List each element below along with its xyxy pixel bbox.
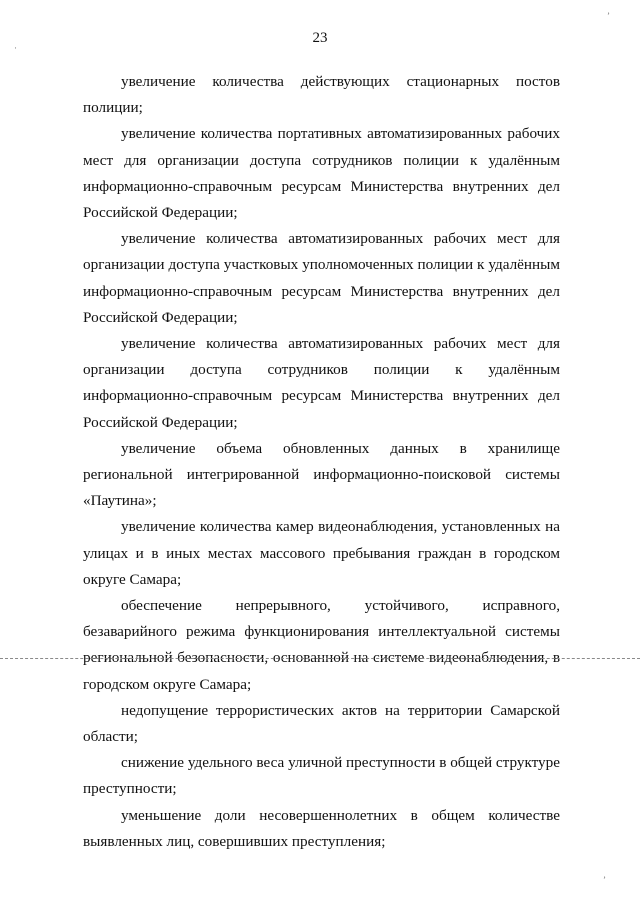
paragraph: увеличение количества автоматизированных рабочих мест для организации доступа сотрудников полиции к удалённым информационно-справочным ресурсам Министерства внутренних дел Российской Федерации; <box>83 335 560 431</box>
paragraph: увеличение количества портативных автоматизированных рабочих мест для организации доступа сотрудников полиции к удалённым информационно-справочным ресурсам Министерства внутренних дел Российской Федерации; <box>83 125 560 222</box>
scan-speck: ʼ <box>607 11 610 21</box>
paragraph: увеличение количества автоматизированных рабочих мест для организации доступа участковых уполномоченных полиции к удалённым информационно-справочным ресурсам Министерства внутренних дел Российской Федерации; <box>83 230 560 326</box>
document-body <box>83 69 560 855</box>
scan-speck: ʼ <box>603 875 606 885</box>
paragraph: увеличение количества действующих стационарных постов полиции; <box>83 73 560 117</box>
scan-artifact-line <box>0 658 640 659</box>
scan-speck: · <box>14 43 17 53</box>
paragraph: недопущение террористических актов на территории Самарской области; <box>83 701 560 746</box>
page-number: 23 <box>312 30 328 46</box>
paragraph: снижение удельного веса уличной преступности в общей структуре преступности; <box>83 754 560 798</box>
paragraph: увеличение объема обновленных данных в хранилище региональной интегрированной информационно-поисковой системы «Паутина»; <box>83 439 560 510</box>
paragraph: обеспечение непрерывного, устойчивого, исправного, безаварийного режима функционирования интеллектуальной системы региональной безопасности, основанной на системе видеонаблюдения, в городском округе Самара; <box>83 597 560 693</box>
paragraph: увеличение количества камер видеонаблюдения, установленных на улицах и в иных местах массового пребывания граждан в городском округе Самара; <box>83 518 560 588</box>
paragraph: уменьшение доли несовершеннолетних в общем количестве выявленных лиц, совершивших преступления; <box>83 806 560 850</box>
